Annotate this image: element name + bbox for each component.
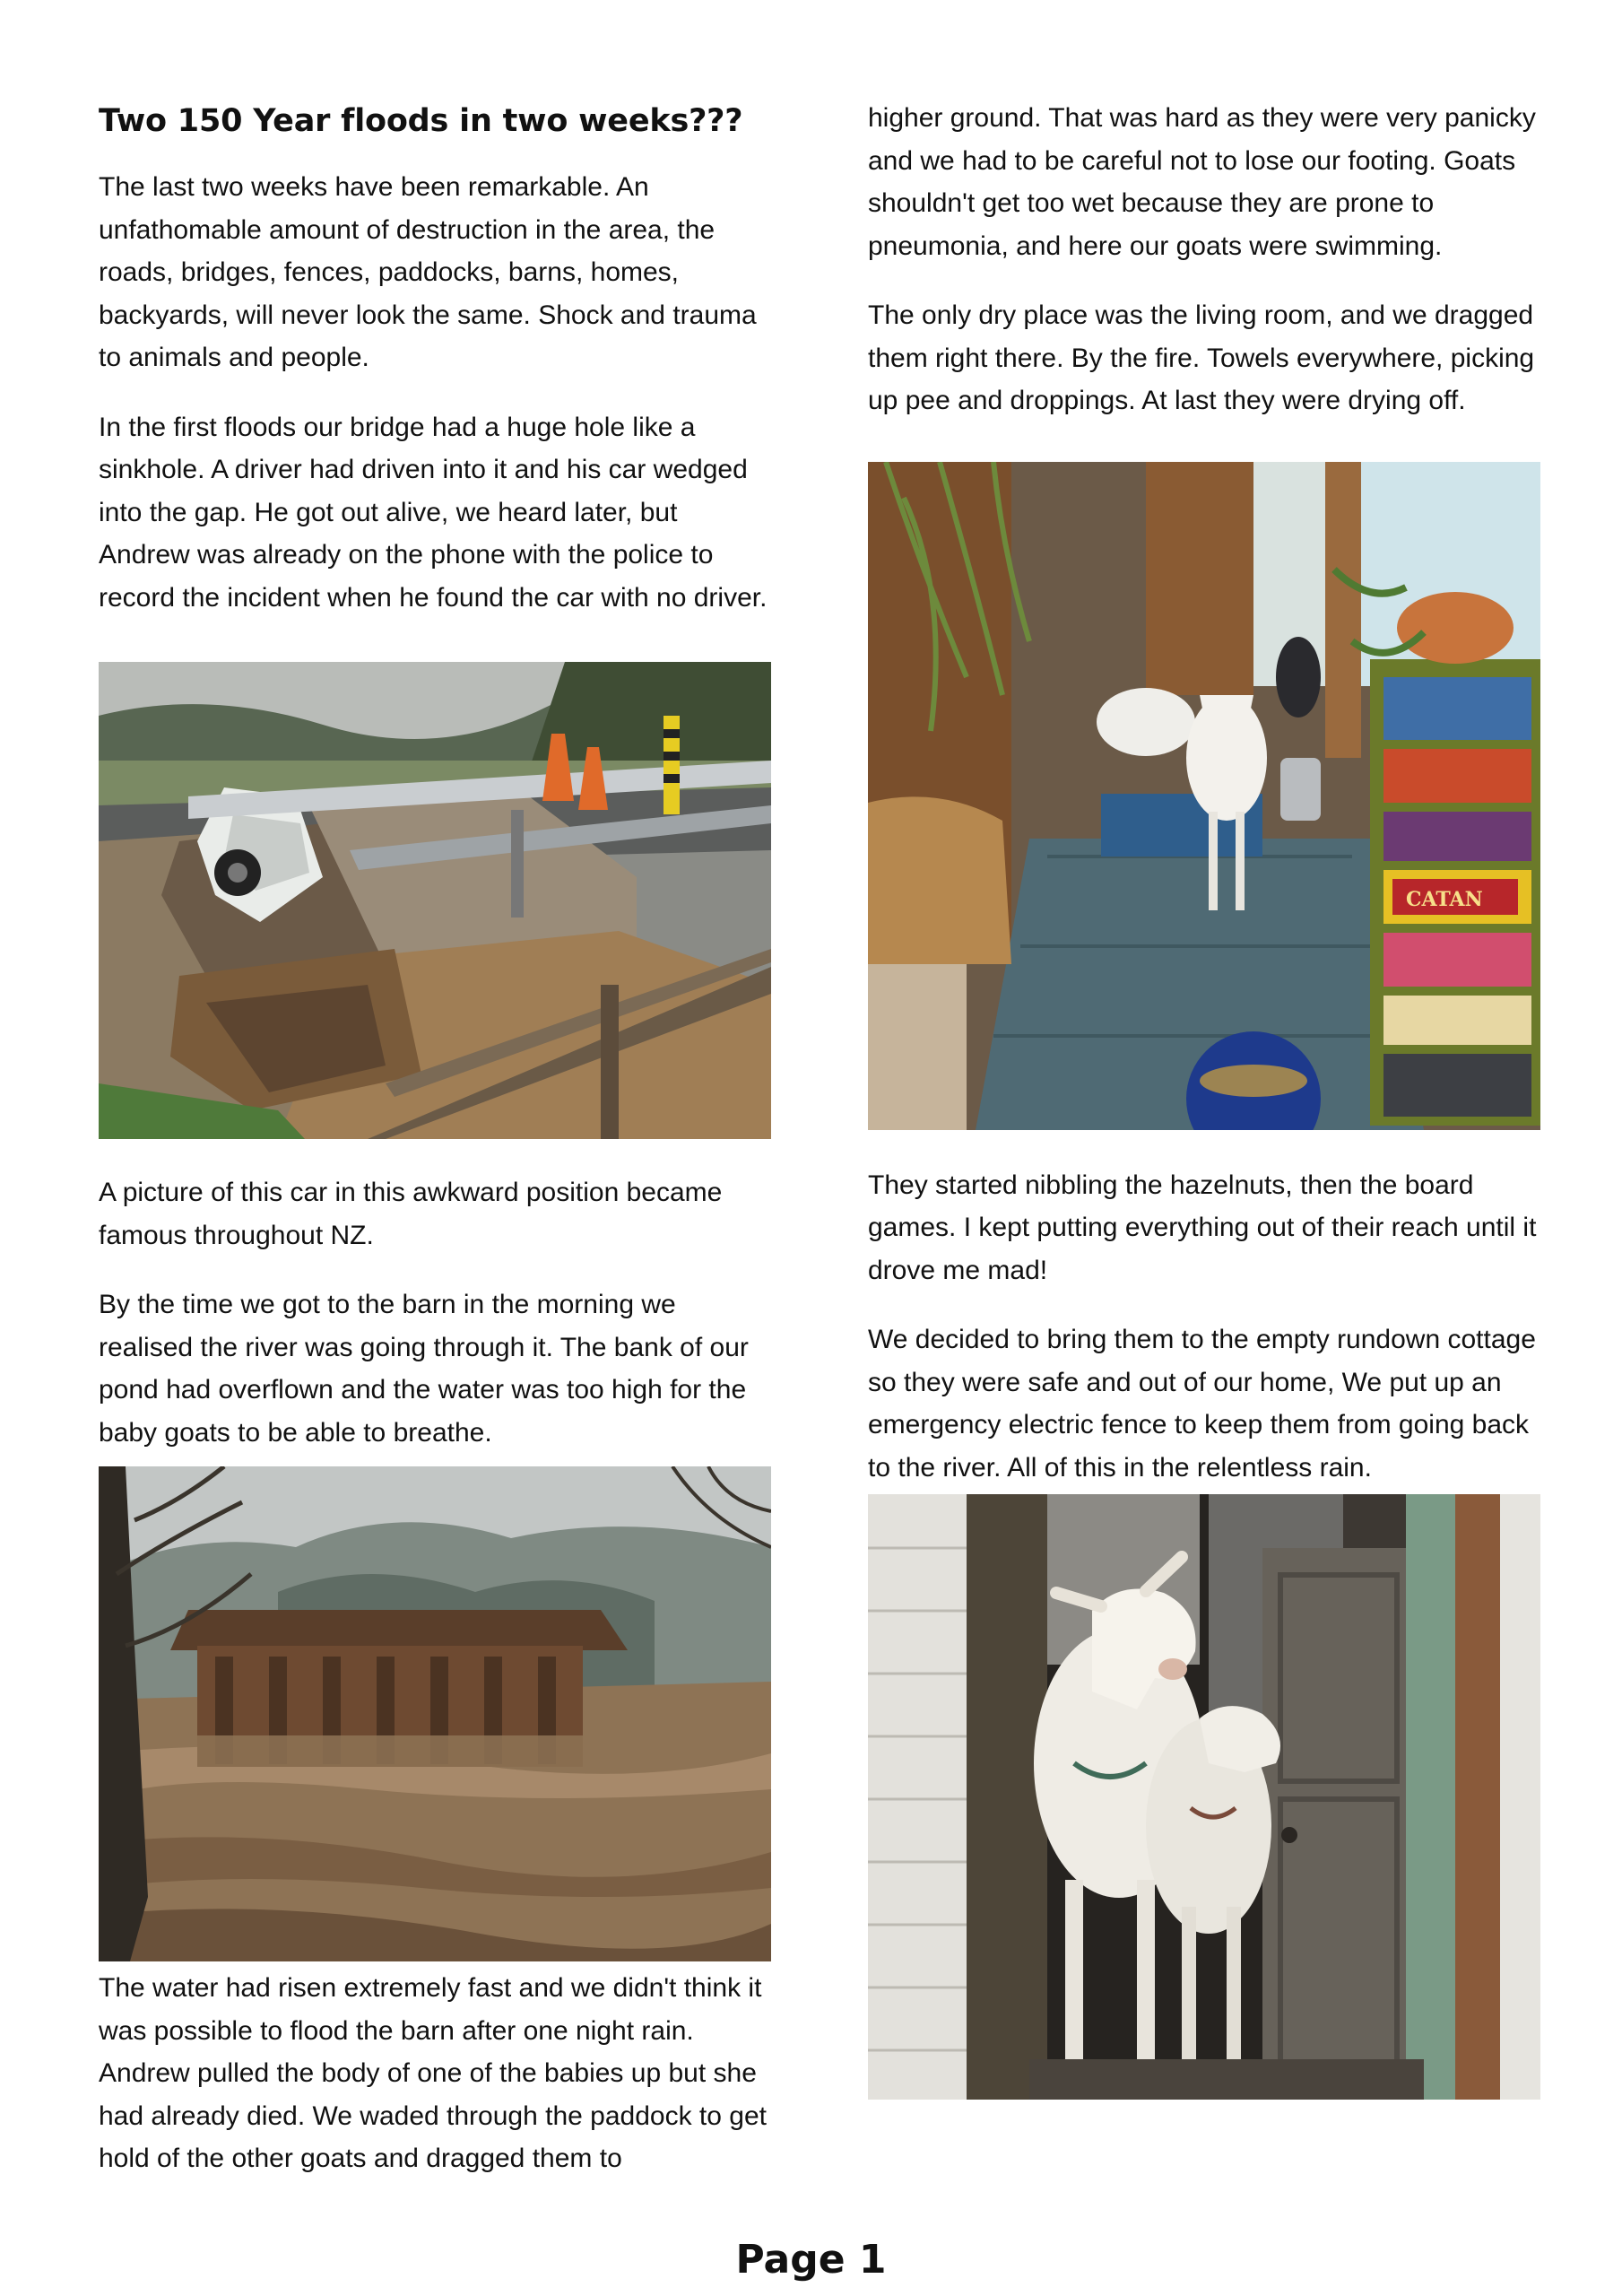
photo-goats-in-hallway — [868, 462, 1540, 1130]
paragraph-cottage: We decided to bring them to the empty rundown cottage so they were safe and out of our home, We put up an emergency electric fence to keep them from going back to the river. All of this in the relentless rain. — [868, 1325, 1536, 1483]
car-sinkhole-illustration — [99, 662, 771, 1139]
flooded-barn-illustration — [99, 1466, 771, 1961]
paragraph-nibbling: They started nibbling the hazelnuts, then the board games. I kept putting everything out of their reach until it drove me mad! — [868, 1170, 1537, 1285]
goats-hallway-illustration — [868, 462, 1540, 1130]
paragraph-living-room: The only dry place was the living room, and we dragged them right there. By the fire. Towels everywhere, picking up pee and droppings. At last they were drying off. — [868, 300, 1535, 415]
left-column — [99, 97, 771, 2180]
paragraph-barn-flooded: By the time we got to the barn in the morning we realised the river was going through it. The bank of our pond had overflown and the water was too high for the baby goats to be able to breathe. — [99, 1290, 749, 1448]
goats-doorway-illustration — [868, 1494, 1540, 2100]
article-title: Two 150 Year floods in two weeks??? — [99, 103, 743, 139]
page-number: Page 1 — [735, 2237, 887, 2283]
photo-flooded-barn — [99, 1466, 771, 1961]
photo-car-in-sinkhole — [99, 662, 771, 1139]
paragraph-famous-picture: A picture of this car in this awkward position became famous throughout NZ. — [99, 1178, 723, 1250]
paragraph-bridge: In the first floods our bridge had a huge hole like a sinkhole. A driver had driven into it and his car wedged into the gap. He got out alive, we heard later, but Andrew was already on the phone with the police to record the incident when he found the car with no driver. — [99, 412, 768, 613]
paragraph-higher-ground: higher ground. That was hard as they were very panicky and we had to be careful not to lose our footing. Goats shouldn't get too wet because they are prone to pneumonia, and here our goats were swimming. — [868, 103, 1536, 261]
catan-box-label: CATAN — [1406, 887, 1483, 911]
right-column — [868, 97, 1540, 2100]
paragraph-intro: The last two weeks have been remarkable. An unfathomable amount of destruction in the area, the roads, bridges, fences, paddocks, barns, homes, backyards, will never look the same. Shock and trauma to animals and people. — [99, 172, 757, 372]
paragraph-water-risen: The water had risen extremely fast and we didn't think it was possible to flood the barn after one night rain. Andrew pulled the body of one of the babies up but she had already died. We waded through the paddock to get hold of the other goats and dragged them to — [99, 1973, 767, 2173]
photo-goats-in-doorway — [868, 1494, 1540, 2100]
